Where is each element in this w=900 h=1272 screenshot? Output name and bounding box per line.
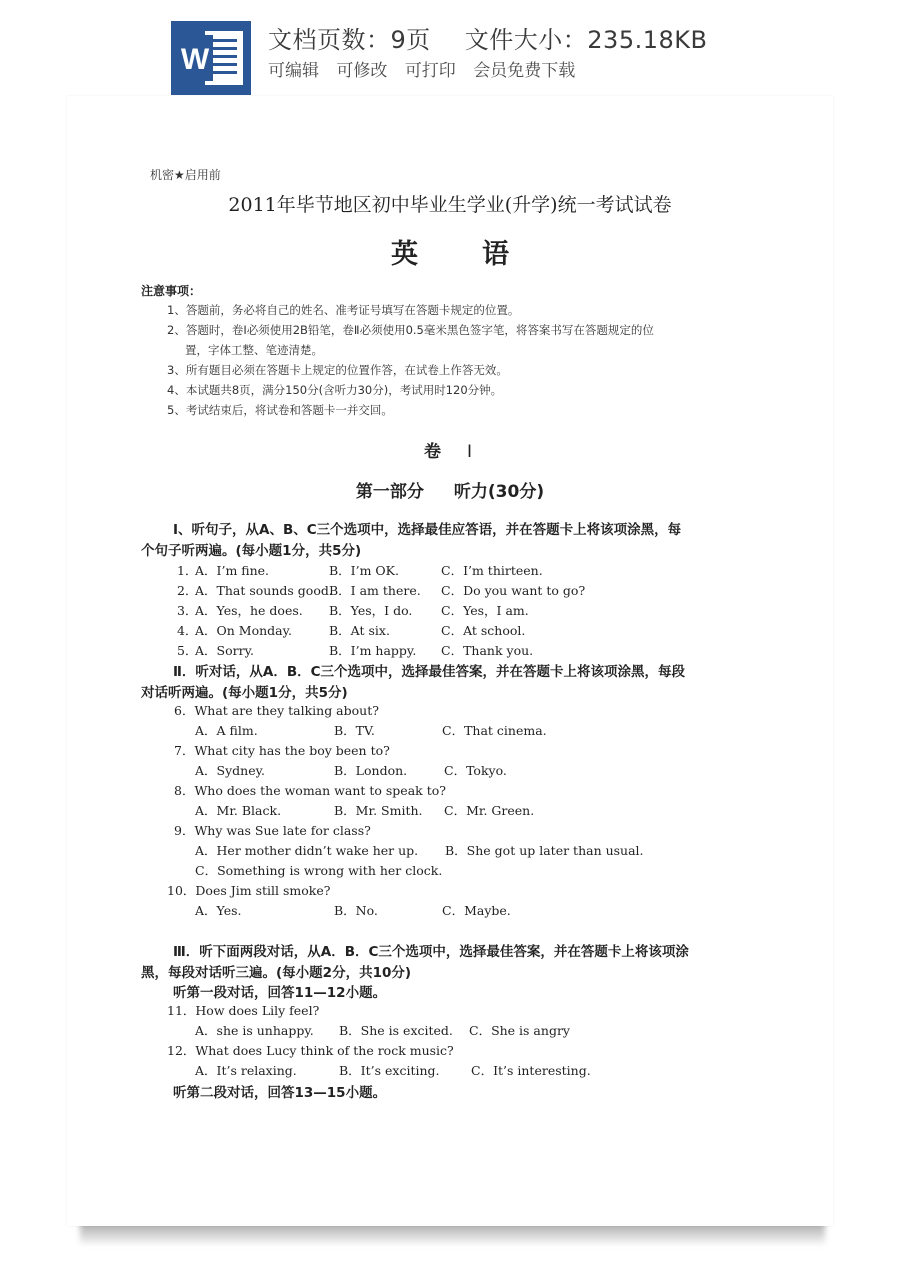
notice-item: 置，字体工整、笔迹清楚。 bbox=[185, 343, 323, 357]
notice-item: 1、答题前，务必将自己的姓名、准考证号填写在答题卡规定的位置。 bbox=[167, 303, 520, 317]
section-1-instruction: Ⅰ、听句子，从A、B、C三个选项中，选择最佳应答语，并在答题卡上将该项涂黑，每 bbox=[173, 522, 682, 538]
tag-printable: 可打印 bbox=[404, 61, 456, 81]
file-info-banner bbox=[0, 0, 900, 96]
section-2-instruction: Ⅱ．听对话，从A．B．C三个选项中，选择最佳答案，并在答题卡上将该项涂黑，每段 bbox=[173, 664, 686, 680]
section-3-instruction-cont: 黑，每段对话听三遍。(每小题2分，共10分) bbox=[141, 965, 412, 981]
volume-heading: 卷 Ⅰ bbox=[423, 442, 476, 462]
confidential-label: 机密★启用前 bbox=[150, 168, 221, 182]
part-heading: 第一部分 听力(30分) bbox=[355, 482, 545, 502]
svg-text:W: W bbox=[180, 43, 210, 76]
dialogue-1-heading: 听第一段对话，回答11—12小题。 bbox=[173, 985, 387, 1001]
tag-editable: 可编辑 bbox=[268, 61, 319, 81]
notice-item: 3、所有题目必须在答题卡上规定的位置作答，在试卷上作答无效。 bbox=[167, 363, 508, 377]
file-info-line bbox=[268, 20, 707, 55]
dialogue-2-heading: 听第二段对话，回答13—15小题。 bbox=[173, 1085, 387, 1101]
document-page: 机密★启用前 2011年毕节地区初中毕业生学业(升学)统一考试试卷 英语 注意事项： 1、答题前，务必将自己的姓名、准考证号填写在答题卡规定的位置。 2、答题时，卷Ⅰ必须使用2B铅笔，卷Ⅱ必须使用0.5毫米黑色签字笔，将答案书写在答题规定的位 置，字体工整、笔迹清楚。 3、所有题目必须在答题卡上规定的位置作答，在试卷上作答无效。 4、本试题共8页，满分150分(含听力30分)，考试用时120分钟。 5、考试结束后，将试卷和答题卡一并交回。 卷 Ⅰ 第一部分 听力(30分) Ⅰ、听句子，从A、B、C三个选项中，选择最佳应答语，并在答题卡上将该项涂黑，每 个句子听两遍。(每小题1分，共5分) 1． A．I’m fine. B．I’m OK. C．I’m thirteen. 2． A．That sounds good. B．I am there. C．Do you want to go? 3． A．Yes，he does. B．Yes，I do. C．Yes，I am. 4． A．On Monday. B．At six. C．At school. 5． A．Sorry. B．I’m happy. C．Thank you. Ⅱ．听对话，从A．B．C三个选项中，选择最佳答案，并在答题卡上将该项涂黑，每段 对话听两遍。(每小题1分，共5分) 6．What are they talking about? A．A film. B．TV. C．That cinema. 7．What city has the boy been to? A．Sydney. B．London. C．Tokyo. 8．Who does the woman want to speak to? A．Mr. Black. B．Mr. Smith. C．Mr. Green. 9．Why was Sue late for class? A．Her mother didn’t wake her up. B．She got up later than usual. C．Something is wrong with her clock. 10．Does Jim still smoke? A．Yes. B．No. C．Maybe. Ⅲ．听下面两段对话，从A．B．C三个选项中，选择最佳答案，并在答题卡上将该项涂 黑，每段对话听三遍。(每小题2分，共10分) 听第一段对话，回答11—12小题。 11．How does Lily feel? A．she is unhappy. B．She is excited. C．She is angry 12．What does Lucy think of the rock music? A．It’s relaxing. B．It’s exciting. C．It’s interesting. 听第二段对话，回答13—15小题。 bbox=[67, 96, 833, 1226]
file-size: 文件大小：235.18KB bbox=[464, 26, 708, 54]
subject-title: 英语 bbox=[391, 239, 573, 270]
notice-heading: 注意事项： bbox=[141, 284, 202, 298]
tag-member-download: 会员免费下载 bbox=[473, 61, 576, 81]
section-3-instruction: Ⅲ．听下面两段对话，从A．B．C三个选项中，选择最佳答案，并在答题卡上将该项涂 bbox=[173, 944, 689, 960]
page-count: 文档页数：9页 bbox=[268, 26, 431, 54]
notice-item: 5、考试结束后，将试卷和答题卡一并交回。 bbox=[167, 403, 393, 417]
exam-title: 2011年毕节地区初中毕业生学业(升学)统一考试试卷 bbox=[228, 194, 672, 216]
tag-modifiable: 可修改 bbox=[336, 61, 388, 81]
notice-item: 2、答题时，卷Ⅰ必须使用2B铅笔，卷Ⅱ必须使用0.5毫米黑色签字笔，将答案书写在答题规定的位 bbox=[167, 323, 654, 337]
word-doc-icon bbox=[171, 21, 251, 95]
feature-tags bbox=[268, 56, 587, 81]
section-1-instruction-cont: 个句子听两遍。(每小题1分，共5分) bbox=[141, 543, 362, 559]
notice-item: 4、本试题共8页，满分150分(含听力30分)，考试用时120分钟。 bbox=[167, 383, 503, 397]
section-2-instruction-cont: 对话听两遍。(每小题1分，共5分) bbox=[141, 685, 348, 701]
